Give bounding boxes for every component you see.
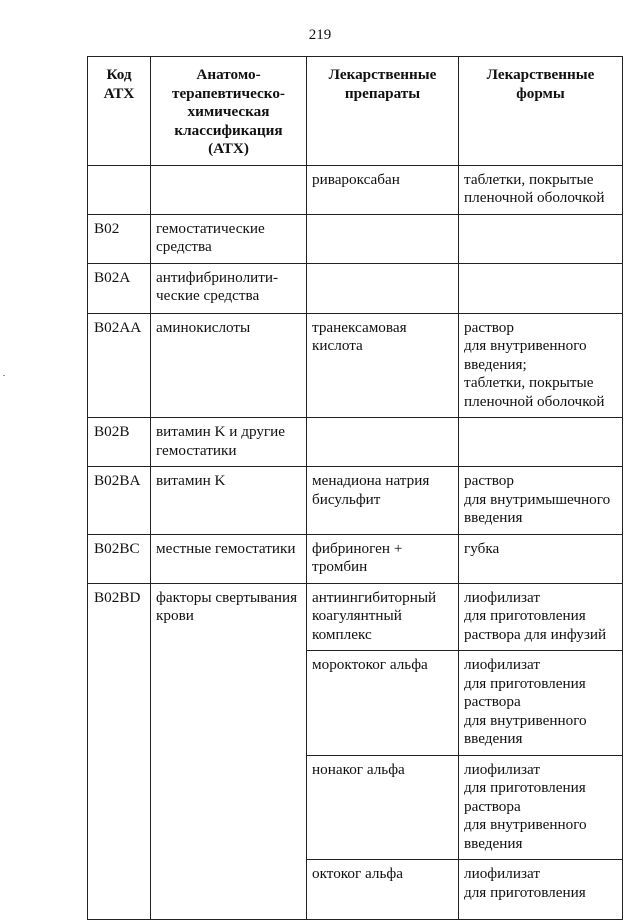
cell-form: лиофилизат для приготовления раствора для внутривенного введения [459, 651, 623, 756]
table-row [88, 418, 623, 467]
cell-drug [307, 214, 459, 263]
cell-drug: нонаког альфа [307, 755, 459, 860]
cell-classification [151, 165, 307, 214]
cell-classification: гемостатические средства [151, 214, 307, 263]
cell-drug: фибриноген + тромбин [307, 534, 459, 583]
header-forms: Лекарственные формы [459, 57, 623, 166]
cell-classification [151, 651, 307, 756]
cell-drug: октоког альфа [307, 860, 459, 920]
cell-form: лиофилизат для приготовления раствора для инфузий [459, 583, 623, 651]
table-row [88, 467, 623, 535]
cell-form [459, 263, 623, 313]
table-row [88, 165, 623, 214]
table-row [88, 860, 623, 920]
cell-classification: антифибринолити- ческие средства [151, 263, 307, 313]
cell-code: B02A [88, 263, 151, 313]
cell-code [88, 165, 151, 214]
cell-classification [151, 755, 307, 860]
cell-code: B02AA [88, 313, 151, 418]
cell-drug [307, 263, 459, 313]
cell-form [459, 214, 623, 263]
page-number: 219 [308, 27, 332, 43]
cell-classification: факторы свертывания крови [151, 583, 307, 651]
cell-code: B02B [88, 418, 151, 467]
cell-classification: витамин K [151, 467, 307, 535]
cell-code: B02BD [88, 583, 151, 651]
cell-code: B02BA [88, 467, 151, 535]
cell-classification [151, 860, 307, 920]
scan-edge-mark [3, 375, 5, 376]
cell-drug: мороктоког альфа [307, 651, 459, 756]
cell-drug: транексамовая кислота [307, 313, 459, 418]
cell-form: лиофилизат для приготовления раствора для внутривенного введения [459, 755, 623, 860]
cell-code [88, 860, 151, 920]
cell-form: лиофилизат для приготовления [459, 860, 623, 920]
cell-drug: ривароксабан [307, 165, 459, 214]
cell-classification: местные гемостатики [151, 534, 307, 583]
cell-classification: витамин K и другие гемостатики [151, 418, 307, 467]
table-row [88, 313, 623, 418]
atc-table [87, 56, 623, 920]
table-row [88, 651, 623, 756]
cell-classification: аминокислоты [151, 313, 307, 418]
cell-drug: антиингибиторный коагулянтный комплекс [307, 583, 459, 651]
header-drugs: Лекарственные препараты [307, 57, 459, 166]
cell-form: таблетки, покрытые пленочной оболочкой [459, 165, 623, 214]
table-row [88, 534, 623, 583]
cell-form [459, 418, 623, 467]
header-code: Код АТХ [88, 57, 151, 166]
cell-code: B02 [88, 214, 151, 263]
cell-form: раствор для внутривенного введения; таблетки, покрытые пленочной оболочкой [459, 313, 623, 418]
cell-form: губка [459, 534, 623, 583]
cell-drug [307, 418, 459, 467]
cell-form: раствор для внутримышечного введения [459, 467, 623, 535]
cell-code: B02BC [88, 534, 151, 583]
table-row [88, 755, 623, 860]
cell-code [88, 651, 151, 756]
cell-code [88, 755, 151, 860]
header-classification: Анатомо- терапевтическо- химическая классификация (АТХ) [151, 57, 307, 166]
table-row [88, 214, 623, 263]
table-row [88, 263, 623, 313]
header-row [88, 57, 623, 166]
table-row [88, 583, 623, 651]
cell-drug: менадиона натрия бисульфит [307, 467, 459, 535]
